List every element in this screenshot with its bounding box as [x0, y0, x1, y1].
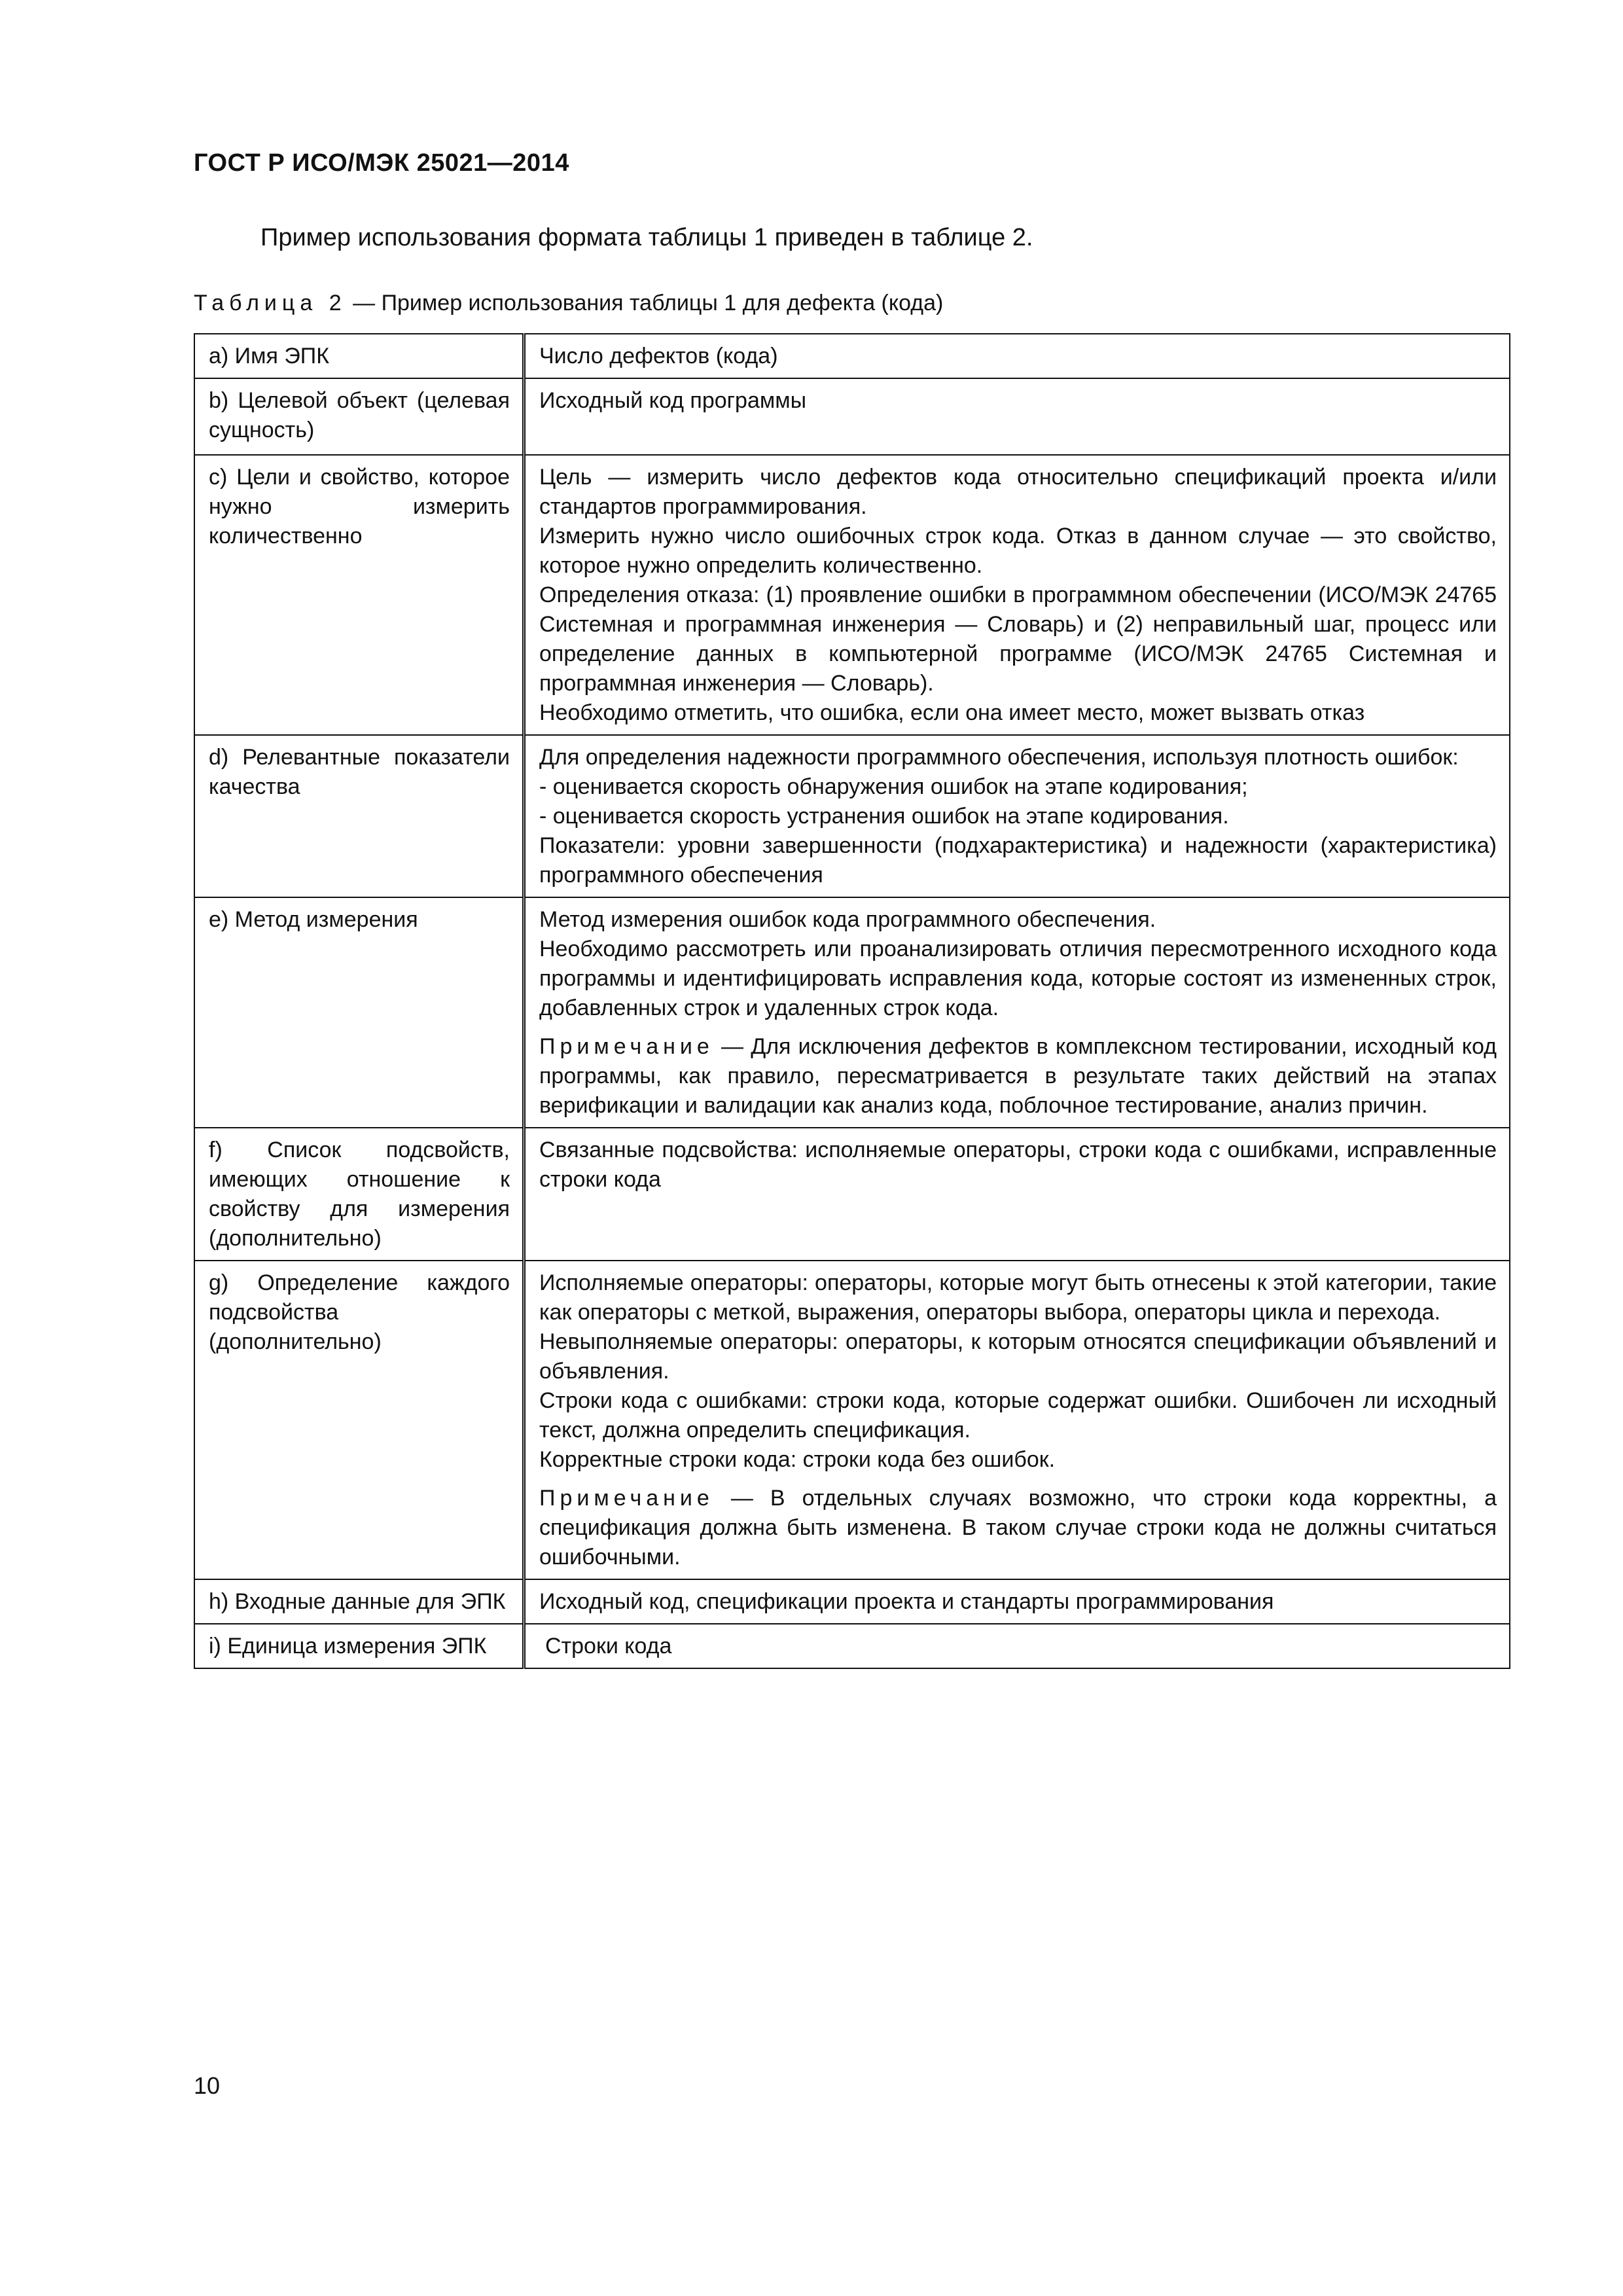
spec-table [194, 333, 1510, 1669]
table-caption-text: — Пример использования таблицы 1 для дефекта (кода) [346, 291, 944, 315]
note [539, 1032, 1497, 1121]
paragraph: Невыполняемые операторы: операторы, к которым относятся спецификации объявлений и объявления. [539, 1329, 1497, 1384]
paragraph: Число дефектов (кода) [539, 344, 778, 368]
note-label: Примечание [539, 1034, 714, 1059]
paragraph: Исходный код программы [539, 388, 807, 413]
row-content [524, 1624, 1510, 1668]
paragraph: Связанные подсвойства: исполняемые операторы, строки кода с ошибками, исправленные строки кода [539, 1138, 1497, 1192]
row-content [524, 735, 1510, 897]
table-row [194, 897, 1510, 1128]
table-row [194, 1579, 1510, 1624]
paragraph: Показатели: уровни завершенности (подхарактеристика) и надежности (характеристика) программного обеспечения [539, 833, 1497, 888]
paragraph: Для определения надежности программного обеспечения, используя плотность ошибок: [539, 745, 1459, 770]
row-label: c) Цели и свойство, которое нужно измерить количественно [194, 455, 524, 735]
row-label: f) Список подсвойств, имеющих отношение к свойству для измерения (дополнительно) [194, 1128, 524, 1261]
row-content [524, 1128, 1510, 1261]
table-row [194, 455, 1510, 735]
paragraph: Строки кода [545, 1634, 672, 1659]
table-row [194, 1624, 1510, 1668]
row-label: h) Входные данные для ЭПК [194, 1579, 524, 1624]
row-label: a) Имя ЭПК [194, 334, 524, 378]
table-row [194, 1128, 1510, 1261]
table-row [194, 378, 1510, 455]
paragraph: Измерить нужно число ошибочных строк кода. Отказ в данном случае — это свойство, которое нужно определить количественно. [539, 524, 1497, 578]
row-label: b) Целевой объект (целевая сущность) [194, 378, 524, 455]
table-row [194, 334, 1510, 378]
paragraph: Цель — измерить число дефектов кода относительно спецификаций проекта и/или стандартов программирования. [539, 465, 1497, 519]
row-label: d) Релевантные показатели качества [194, 735, 524, 897]
paragraph: Исполняемые операторы: операторы, которые могут быть отнесены к этой категории, такие как операторы с меткой, выражения, операторы выбора, операторы цикла и перехода. [539, 1270, 1497, 1325]
row-content [524, 1579, 1510, 1624]
table-row [194, 1261, 1510, 1579]
spec-table-body [194, 334, 1510, 1668]
row-content [524, 334, 1510, 378]
paragraph: Корректные строки кода: строки кода без ошибок. [539, 1447, 1056, 1472]
note-label: Примечание [539, 1486, 714, 1511]
paragraph: - оценивается скорость обнаружения ошибок на этапе кодирования; [539, 774, 1248, 799]
table-caption [194, 291, 943, 316]
paragraph: Исходный код, спецификации проекта и стандарты программирования [539, 1589, 1274, 1614]
document-header: ГОСТ Р ИСО/МЭК 25021—2014 [194, 149, 569, 177]
note-text: — В отдельных случаях возможно, что строки кода корректны, а спецификация должна быть изменена. В таком случае строки кода не должны считаться ошибочными. [539, 1486, 1497, 1570]
page-number: 10 [194, 2072, 221, 2099]
note [539, 1484, 1497, 1572]
table-caption-label: Таблица 2 [194, 291, 347, 315]
table-row [194, 735, 1510, 897]
row-label: e) Метод измерения [194, 897, 524, 1128]
row-content [524, 1261, 1510, 1579]
paragraph: Метод измерения ошибок кода программного обеспечения. [539, 907, 1156, 932]
row-content [524, 455, 1510, 735]
intro-paragraph: Пример использования формата таблицы 1 приведен в таблице 2. [260, 224, 1033, 251]
paragraph: Строки кода с ошибками: строки кода, которые содержат ошибки. Ошибочен ли исходный текст, должна определить спецификация. [539, 1388, 1497, 1443]
paragraph: Определения отказа: (1) проявление ошибки в программном обеспечении (ИСО/МЭК 24765 Системная и программная инженерия — Словарь) и (2) неправильный шаг, процесс или определение данных в компьютерной программе (ИСО/МЭК 24765 Системная и программная инженерия — Словарь). [539, 583, 1497, 696]
row-content [524, 897, 1510, 1128]
row-label: i) Единица измерения ЭПК [194, 1624, 524, 1668]
row-content [524, 378, 1510, 455]
paragraph: Необходимо рассмотреть или проанализировать отличия пересмотренного исходного кода программы и идентифицировать исправления кода, которые состоят из измененных строк, добавленных строк и удаленных строк кода. [539, 937, 1497, 1020]
paragraph: Необходимо отметить, что ошибка, если она имеет место, может вызвать отказ [539, 700, 1365, 725]
row-label: g) Определение каждого подсвойства (дополнительно) [194, 1261, 524, 1579]
note-text: — Для исключения дефектов в комплексном тестировании, исходный код программы, как правило, пересматривается в результате таких действий на этапах верификации и валидации как анализ кода, поблочное тестирование, анализ причин. [539, 1034, 1497, 1118]
paragraph: - оценивается скорость устранения ошибок на этапе кодирования. [539, 804, 1229, 829]
